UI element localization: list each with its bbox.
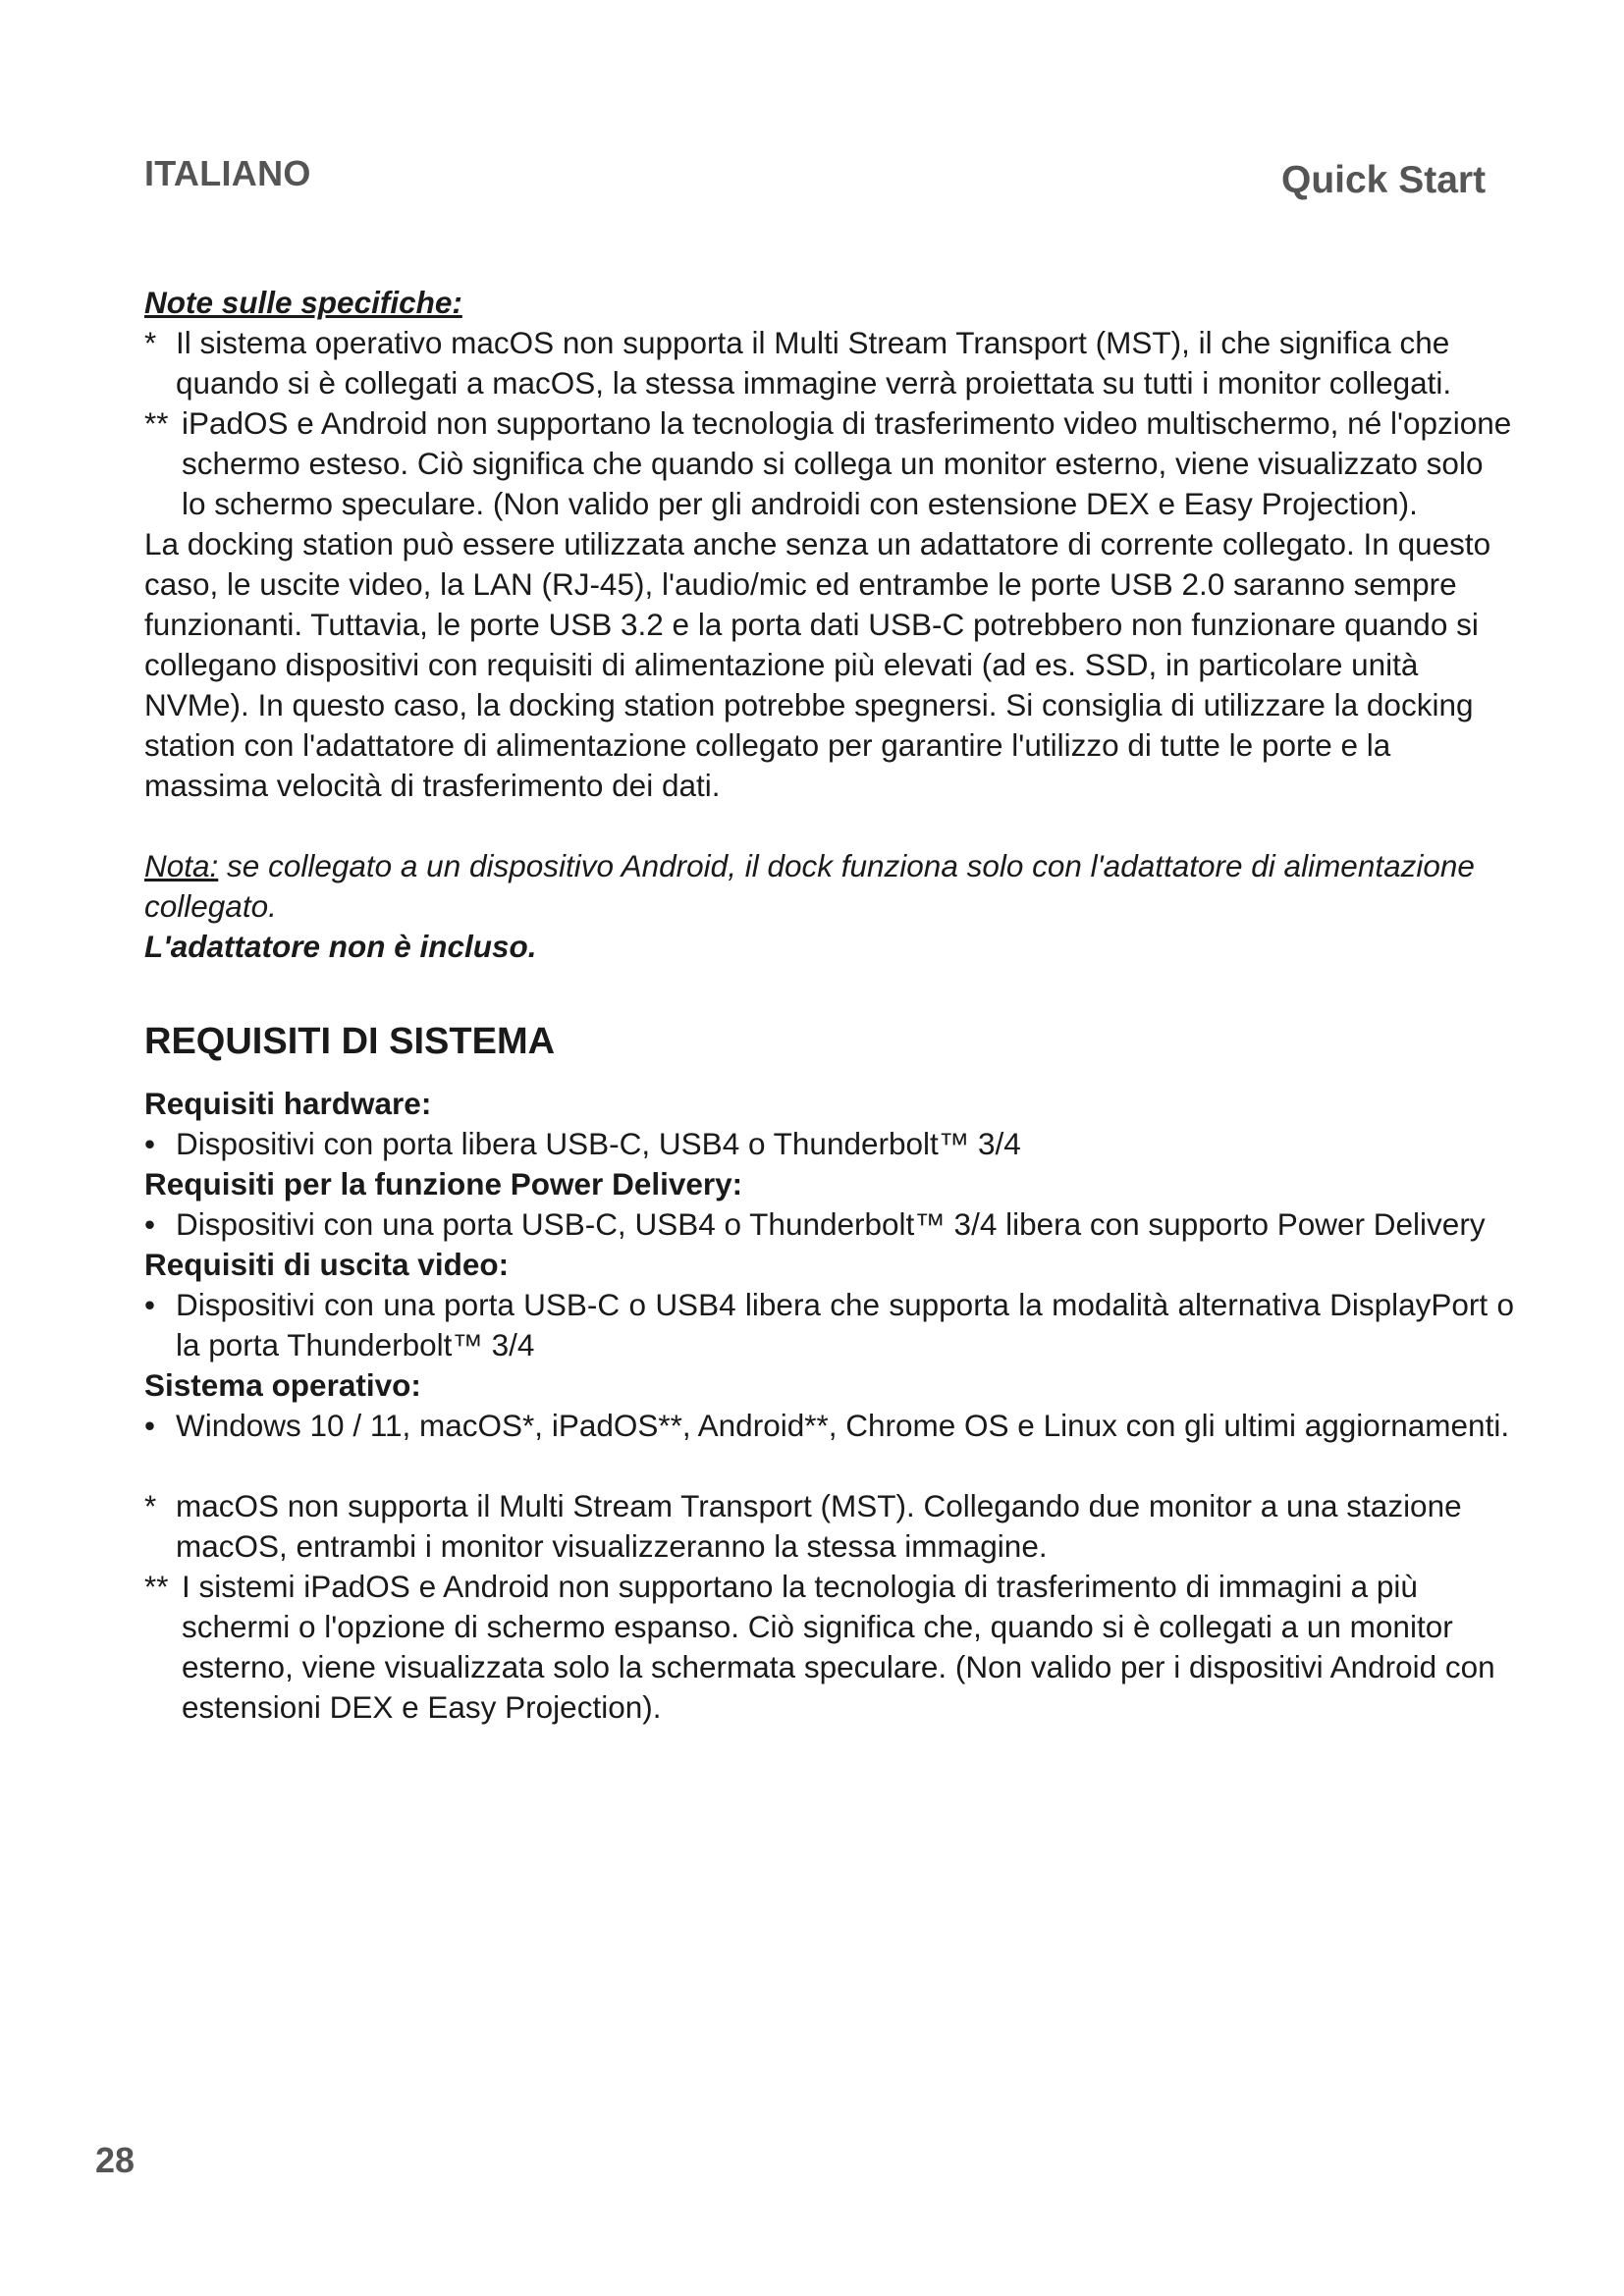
bullet-marker: • bbox=[144, 1408, 156, 1443]
header-guide-title: Quick Start bbox=[1281, 159, 1487, 201]
hardware-requirements-title: Requisiti hardware: bbox=[144, 1086, 432, 1121]
hardware-requirement-text: Dispositivi con porta libera USB-C, USB4 o Thunderbolt™ 3/4 bbox=[176, 1126, 1021, 1161]
power-delivery-requirement-item bbox=[144, 1204, 1514, 1245]
header-language: ITALIANO bbox=[144, 153, 311, 193]
operating-system-title: Sistema operativo: bbox=[144, 1367, 421, 1403]
note-marker: * bbox=[144, 325, 157, 360]
bullet-marker: • bbox=[144, 1206, 156, 1242]
spec-note-1 bbox=[144, 323, 1514, 403]
video-output-requirements-title: Requisiti di uscita video: bbox=[144, 1247, 510, 1282]
bullet-marker: • bbox=[144, 1126, 156, 1161]
footnote-2 bbox=[144, 1567, 1514, 1728]
spec-note-2 bbox=[144, 403, 1514, 524]
android-note-text: se collegato a un dispositivo Android, il dock funziona solo con l'adattatore di alimentazione collegato. bbox=[144, 848, 1475, 924]
video-output-requirement-text: Dispositivi con una porta USB-C o USB4 libera che supporta la modalità alternativa DisplayPort o la porta Thunderbolt™ 3/4 bbox=[176, 1287, 1514, 1362]
spec-notes-title: Note sulle specifiche: bbox=[144, 285, 462, 320]
footnote-marker: * bbox=[144, 1488, 157, 1523]
footnote-1 bbox=[144, 1486, 1514, 1567]
android-note bbox=[144, 846, 1514, 927]
spec-note-1-text: Il sistema operativo macOS non supporta il Multi Stream Transport (MST), il che significa che quando si è collegati a macOS, la stessa immagine verrà proiettata su tutti i monitor collegati. bbox=[176, 325, 1452, 400]
video-output-requirement-item bbox=[144, 1285, 1514, 1365]
android-note-label: Nota: bbox=[144, 848, 219, 883]
footnote-1-text: macOS non supporta il Multi Stream Transport (MST). Collegando due monitor a una stazione macOS, entrambi i monitor visualizzeranno la stessa immagine. bbox=[176, 1488, 1462, 1564]
power-adapter-paragraph: La docking station può essere utilizzata anche senza un adattatore di corrente collegato. In questo caso, le uscite video, la LAN (RJ-45), l'audio/mic ed entrambe le porte USB 2.0 saranno sempre funzionanti. Tuttavia, le porte USB 3.2 e la porta dati USB-C potrebbero non funzionare quando si collegano dispositivi con requisiti di alimentazione più elevati (ad es. SSD, in particolare unità NVMe). In questo caso, la docking station potrebbe spegnersi. Si consiglia di utilizzare la docking station con l'adattatore di alimentazione collegato per garantire l'utilizzo di tutte le porte e la massima velocità di trasferimento dei dati. bbox=[144, 526, 1491, 803]
bullet-marker: • bbox=[144, 1287, 156, 1322]
note-marker: ** bbox=[144, 405, 169, 441]
adapter-not-included: L'adattatore non è incluso. bbox=[144, 929, 537, 964]
system-requirements-heading: REQUISITI DI SISTEMA bbox=[144, 1021, 556, 1062]
power-delivery-requirement-text: Dispositivi con una porta USB-C, USB4 o Thunderbolt™ 3/4 libera con supporto Power Delivery bbox=[176, 1206, 1486, 1242]
page-number: 28 bbox=[95, 2140, 135, 2180]
footnote-2-text: I sistemi iPadOS e Android non supportano la tecnologia di trasferimento di immagini a più schermi o l'opzione di schermo espanso. Ciò significa che, quando si è collegati a un monitor esterno, viene visualizzata solo la schermata speculare. (Non valido per i dispositivi Android con estensioni DEX e Easy Projection). bbox=[182, 1569, 1495, 1725]
footnote-marker: ** bbox=[144, 1569, 169, 1604]
operating-system-text: Windows 10 / 11, macOS*, iPadOS**, Android**, Chrome OS e Linux con gli ultimi aggiornamenti. bbox=[176, 1408, 1510, 1443]
operating-system-item bbox=[144, 1406, 1514, 1446]
page-content bbox=[144, 283, 1514, 1728]
spec-note-2-text: iPadOS e Android non supportano la tecnologia di trasferimento video multischermo, né l'opzione schermo esteso. Ciò significa che quando si collega un monitor esterno, viene visualizzato solo lo schermo speculare. (Non valido per gli androidi con estensione DEX e Easy Projection). bbox=[182, 405, 1512, 521]
hardware-requirement-item bbox=[144, 1124, 1514, 1164]
power-delivery-requirements-title: Requisiti per la funzione Power Delivery: bbox=[144, 1166, 743, 1201]
